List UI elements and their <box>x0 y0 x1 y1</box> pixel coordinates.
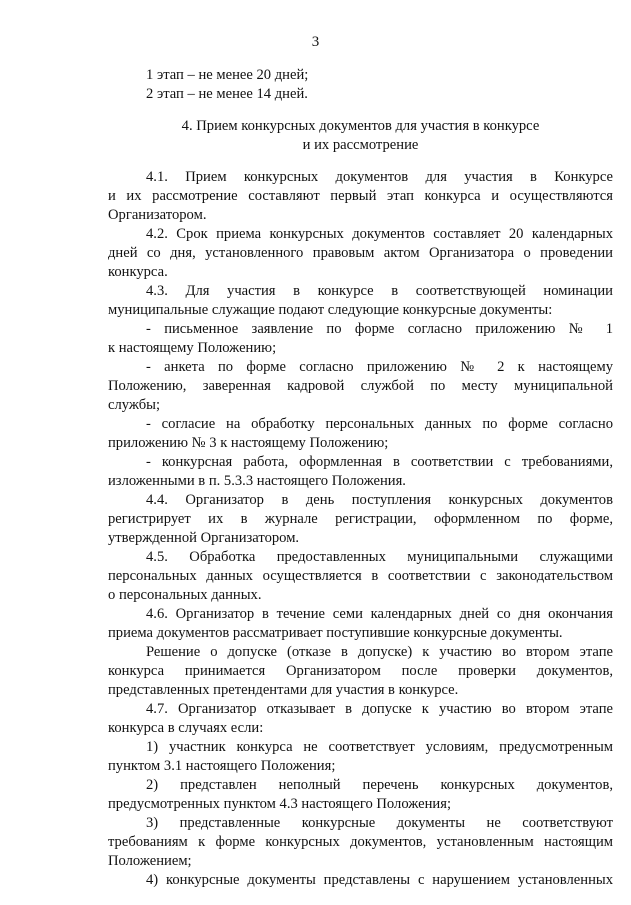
list-item-line: 3) представленные конкурсные документы не соответствуют <box>146 815 613 831</box>
list-item-line: изложенными в п. 5.3.3 настоящего Положения. <box>108 473 406 489</box>
paragraph-line: приема документов рассматривает поступившие конкурсные документы. <box>108 625 563 641</box>
list-item-line: - письменное заявление по форме согласно приложению № 1 <box>146 321 613 337</box>
list-item-line: пунктом 3.1 настоящего Положения; <box>108 758 336 774</box>
paragraph-line: 4.7. Организатор отказывает в допуске к участию во втором этапе <box>146 701 613 717</box>
paragraph-line: конкурса. <box>108 264 168 280</box>
paragraph-line: муниципальные служащие подают следующие конкурсные документы: <box>108 302 553 318</box>
paragraph-line: 4.2. Срок приема конкурсных документов составляет 20 календарных <box>146 226 613 242</box>
paragraph-line: регистрирует их в журнале регистрации, оформленном по форме, <box>108 511 613 527</box>
paragraph-line: утвержденной Организатором. <box>108 530 300 546</box>
paragraph-line: дней со дня, установленного правовым актом Организатора о проведении <box>108 245 613 261</box>
paragraph-line: 4.6. Организатор в течение семи календарных дней со дня окончания <box>146 606 613 622</box>
page-number: 3 <box>311 34 320 50</box>
list-item-line: Положением; <box>108 853 192 869</box>
list-item-line: службы; <box>108 397 161 413</box>
paragraph-line: и их рассмотрение составляют первый этап конкурса и осуществляются <box>108 188 613 204</box>
list-item-line: 1) участник конкурса не соответствует условиям, предусмотренным <box>146 739 613 755</box>
paragraph-line: конкурса в случаях если: <box>108 720 264 736</box>
stage-line: 2 этап – не менее 14 дней. <box>146 86 308 102</box>
paragraph-line: о персональных данных. <box>108 587 262 603</box>
list-item-line: 2) представлен неполный перечень конкурсных документов, <box>146 777 613 793</box>
section-title: 4. Прием конкурсных документов для участия в конкурсе <box>181 118 540 134</box>
paragraph-line: конкурса принимается Организатором после проверки документов, <box>108 663 613 679</box>
list-item-line: Положению, заверенная кадровой службой по месту муниципальной <box>108 378 613 394</box>
paragraph-line: Решение о допуске (отказе в допуске) к участию во втором этапе <box>146 644 613 660</box>
paragraph-line: 4.5. Обработка предоставленных муниципальными служащими <box>146 549 613 565</box>
paragraph-line: персональных данных осуществляется в соответствии с законодательством <box>108 568 613 584</box>
paragraph-line: Организатором. <box>108 207 207 223</box>
list-item-line: - согласие на обработку персональных данных по форме согласно <box>146 416 613 432</box>
stage-line: 1 этап – не менее 20 дней; <box>146 67 309 83</box>
list-item-line: - анкета по форме согласно приложению № 2 к настоящему <box>146 359 613 375</box>
paragraph-line: 4.3. Для участия в конкурсе в соответствующей номинации <box>146 283 613 299</box>
section-title: и их рассмотрение <box>302 137 419 153</box>
paragraph-line: 4.4. Организатор в день поступления конкурсных документов <box>146 492 613 508</box>
document-body <box>108 66 613 890</box>
list-item-line: к настоящему Положению; <box>108 340 277 356</box>
list-item-line: 4) конкурсные документы представлены с нарушением установленных <box>146 872 613 888</box>
paragraph-line: представленных претендентами для участия в конкурсе. <box>108 682 459 698</box>
list-item-line: приложению № 3 к настоящему Положению; <box>108 435 389 451</box>
paragraph-line: 4.1. Прием конкурсных документов для участия в Конкурсе <box>146 169 613 185</box>
list-item-line: требованиям к форме конкурсных документов, установленным настоящим <box>108 834 613 850</box>
list-item-line: предусмотренных пунктом 4.3 настоящего Положения; <box>108 796 452 812</box>
list-item-line: - конкурсная работа, оформленная в соответствии с требованиями, <box>146 454 613 470</box>
